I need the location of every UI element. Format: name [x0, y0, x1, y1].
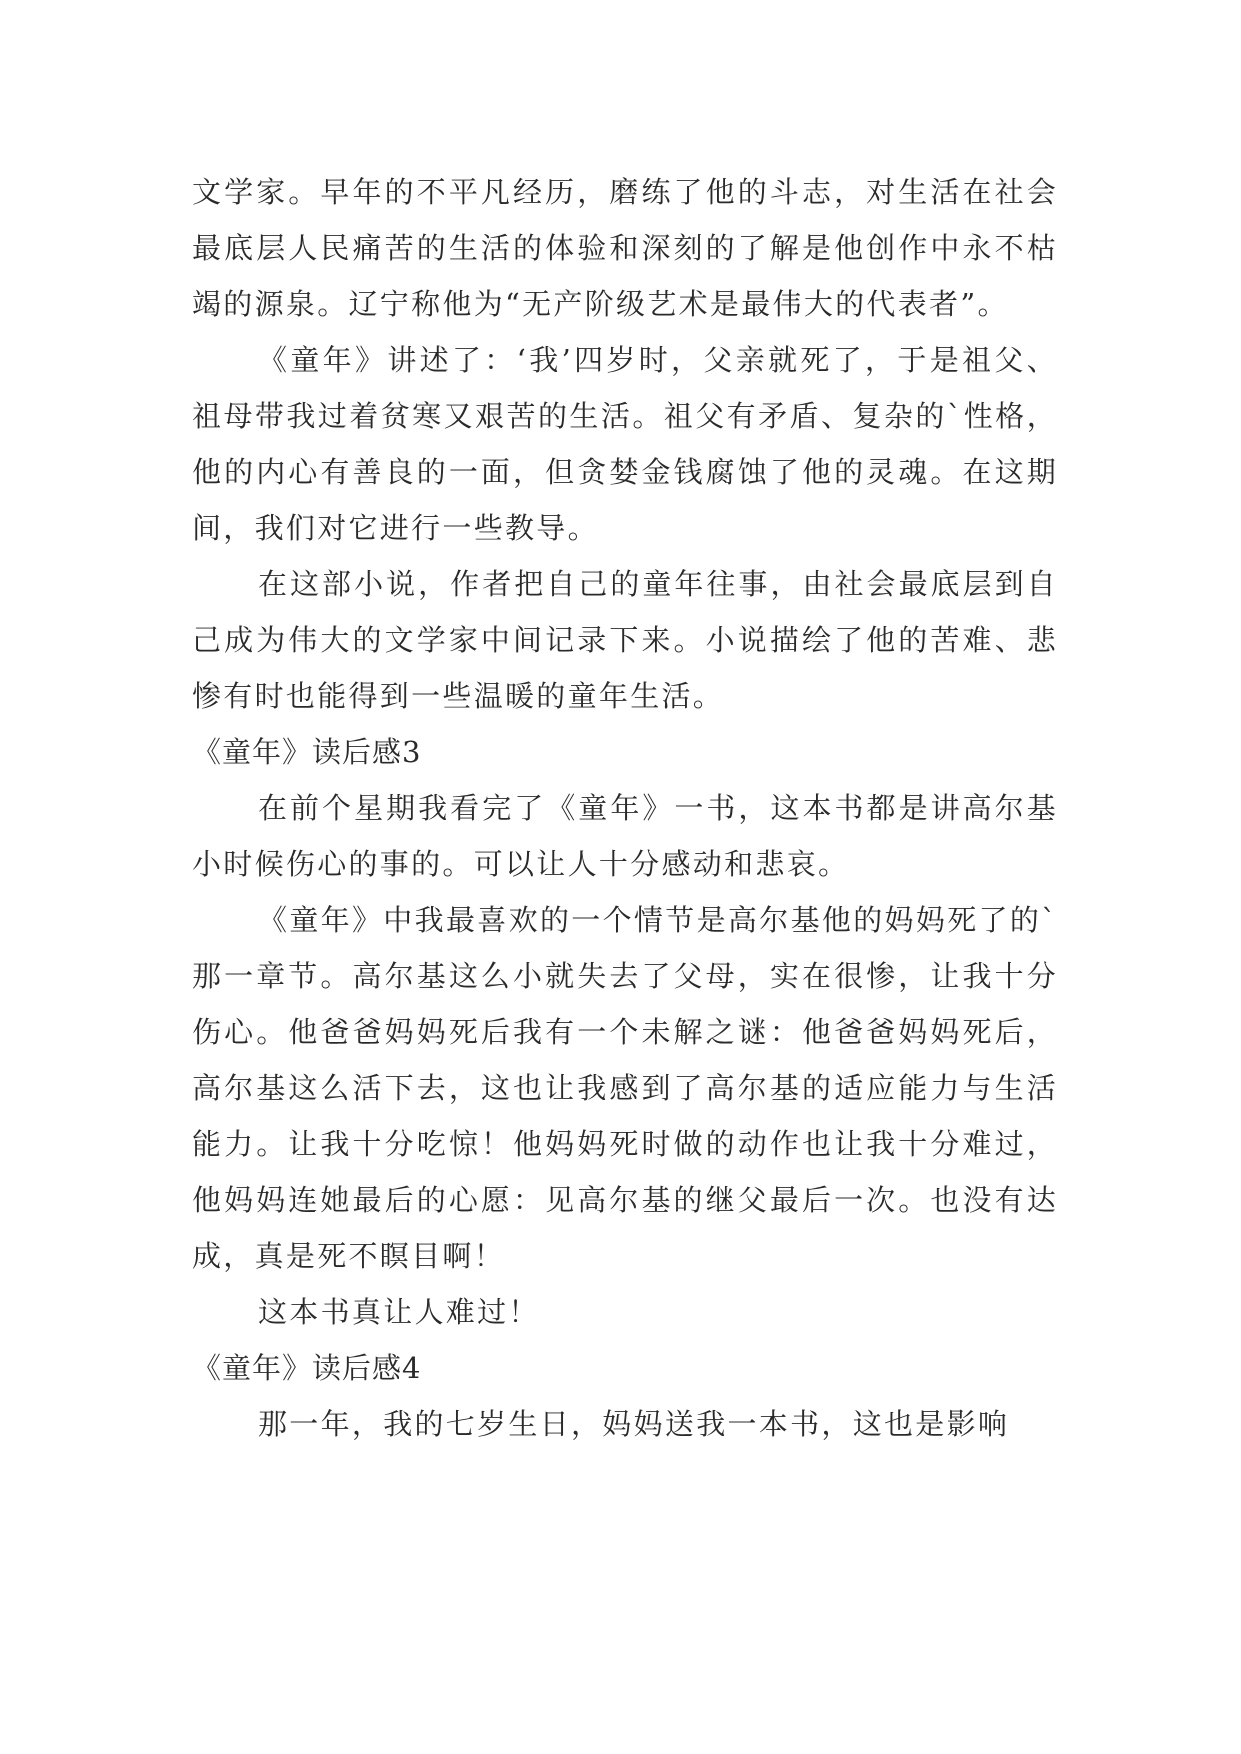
paragraph-finished-book: 在前个星期我看完了《童年》一书，这本书都是讲高尔基小时候伤心的事的。可以让人十分感动和悲哀。	[192, 791, 1058, 881]
document-page	[192, 164, 1058, 1452]
paragraph-author-intro: 文学家。早年的不平凡经历，磨练了他的斗志，对生活在社会最底层人民痛苦的生活的体验和深刻的了解是他创作中永不枯竭的源泉。辽宁称他为“无产阶级艺术是最伟大的代表者”。	[192, 175, 1058, 321]
paragraph-sad-book: 这本书真让人难过！	[258, 1295, 540, 1329]
paragraph-seventh-birthday: 那一年，我的七岁生日，妈妈送我一本书，这也是影响	[258, 1407, 1010, 1441]
paragraph-favorite-plot: 《童年》中我最喜欢的一个情节是高尔基他的妈妈死了的`那一章节。高尔基这么小就失去了父母，实在很惨，让我十分伤心。他爸爸妈妈死后我有一个未解之谜：他爸爸妈妈死后，高尔基这么活下去，这也让我感到了高尔基的适应能力与生活能力。让我十分吃惊！他妈妈死时做的动作也让我十分难过，他妈妈连她最后的心愿：见高尔基的继父最后一次。也没有达成，真是死不瞑目啊！	[192, 903, 1058, 1273]
paragraph-story-summary: 《童年》讲述了：‘我’四岁时，父亲就死了，于是祖父、祖母带我过着贫寒又艰苦的生活。祖父有矛盾、复杂的`性格，他的内心有善良的一面，但贪婪金钱腐蚀了他的灵魂。在这期间，我们对它进行一些教导。	[192, 343, 1058, 545]
section-heading-4: 《童年》读后感4	[192, 1351, 422, 1385]
section-heading-3: 《童年》读后感3	[192, 735, 422, 769]
paragraph-novel-description: 在这部小说，作者把自己的童年往事，由社会最底层到自己成为伟大的文学家中间记录下来。小说描绘了他的苦难、悲惨有时也能得到一些温暖的童年生活。	[192, 567, 1058, 713]
